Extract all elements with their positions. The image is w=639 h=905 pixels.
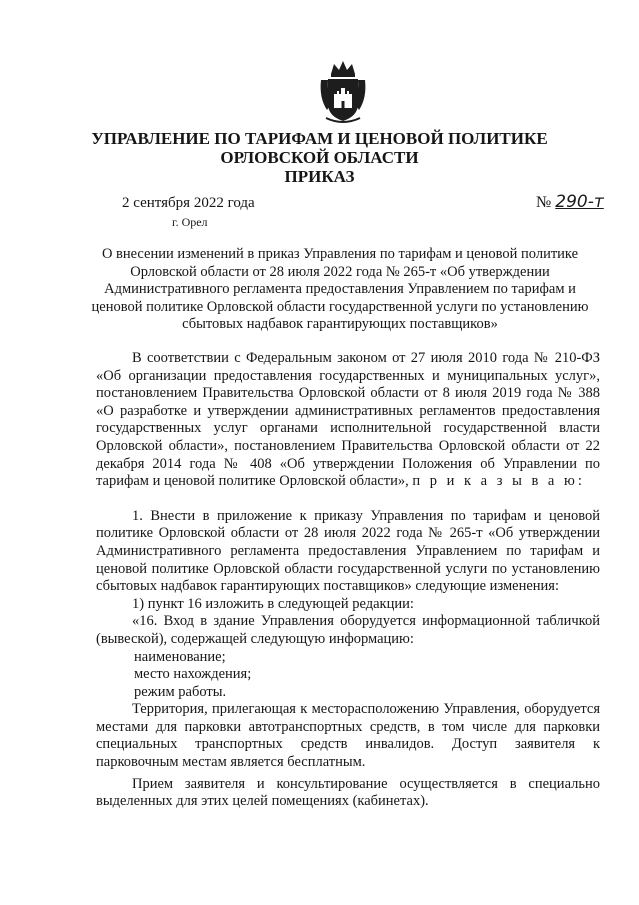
list-item: место нахождения; [134,666,252,683]
item-1-paragraph: 1. Внести в приложение к приказу Управления по тарифам и ценовой политике Орловской области от 28 июля 2022 года № 265-т «Об утверждении Административного регламента предоставления Управлением по тарифам и ценовой политике Орловской области государственной услуги по установлению сбытовых надбавок гарантирующих поставщиков» следующие изменения: [96,507,600,595]
order-date: 2 сентября 2022 года [122,195,255,211]
header-doc-type: ПРИКАЗ [284,167,355,186]
territory-paragraph: Территория, прилегающая к месторасположению Управления, оборудуется местами для парковки автотранспортных средств, в том числе для парковки специальных транспортных средств инвалидов. Доступ заявителя к парковочным местам является бесплатным. [96,701,600,771]
order-number [536,192,604,212]
order-body [96,350,600,811]
order-city: г. Орел [172,215,208,229]
point-16-paragraph: «16. Вход в здание Управления оборудуется информационной табличкой (вывеской), содержащей следующую информацию: [96,613,600,647]
item-1-subitem: 1) пункт 16 изложить в следующей редакции: [132,595,414,612]
document-header [0,129,639,186]
header-organization: УПРАВЛЕНИЕ ПО ТАРИФАМ И ЦЕНОВОЙ ПОЛИТИКЕ [91,129,548,148]
order-subject: О внесении изменений в приказ Управления по тарифам и ценовой политике Орловской области от 28 июля 2022 года № 265-т «Об утверждении Административного регламента предоставления Управлением по тарифам и ценовой политике Орловской области государственной услуги по установлению сбытовых надбавок гарантирующих поставщиков» [91,246,589,332]
order-word: п р и к а з ы в а ю: [412,473,585,490]
number-sign: № [536,194,552,211]
preamble-paragraph [96,350,600,491]
reception-paragraph: Прием заявителя и консультирование осуществляется в специально выделенных для этих целей помещениях (кабинетах). [96,775,600,810]
header-region: ОРЛОВСКОЙ ОБЛАСТИ [220,148,419,167]
preamble-text: В соответствии с Федеральным законом от 27 июля 2010 года № 210-ФЗ «Об организации предоставления государственных и муниципальных услуг», постановлением Правительства Орловской области от 8 июля 2019 года № 388 «О разработке и утверждении административных регламентов предоставления государственных услуг органами исполнительной государственной власти Орловской области», постановлением Правительства Орловской области от 22 декабря 2014 года № 408 «Об утверждении Положения об Управлении по тарифам и ценовой политике Орловской области», [96,350,600,490]
list-item: режим работы. [134,683,227,700]
handwritten-number: 290-т [555,192,604,212]
list-item: наименование; [134,648,226,665]
coat-of-arms-emblem [318,58,368,124]
